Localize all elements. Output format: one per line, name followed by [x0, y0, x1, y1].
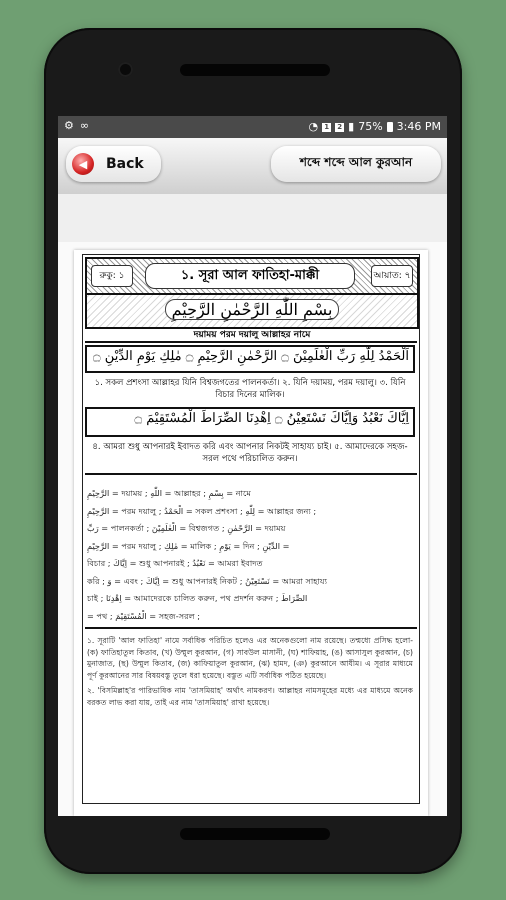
signal-icon: ▮	[348, 120, 355, 133]
glossary-line: رَبِّ = পালনকর্তা ; الْعٰلَمِيْنَ = বিশ্বজগত ; الرَّحْمٰنِ = দয়াময়	[87, 523, 286, 533]
divider	[85, 627, 417, 629]
word-glossary	[87, 485, 413, 625]
wifi-icon: ◔	[308, 120, 319, 133]
glossary-line: করি ; وَ = এবং ; اِيَّاكَ = শুধু আপনারই নিকট ; نَسْتَعِيْنُ = আমরা সাহায্য	[87, 575, 328, 586]
glossary-line: চাই ; اِهْدِنَا = আমাদেরকে চালিত করুন, পথ প্রদর্শন করুন ; الصِّرَاطَ	[87, 593, 308, 603]
ayat-4-7-arabic: اِيَّاكَ نَعْبُدُ وَاِيَّاكَ نَسْتَعِيْنُ ۝ اِهْدِنَا الصِّرَاطَ الْمُسْتَقِيْمَ ۝	[85, 407, 415, 437]
bismillah-arabic	[85, 293, 419, 329]
ruku-label: রুকু: ১	[91, 265, 133, 287]
phone-frame	[44, 28, 462, 874]
earpiece-speaker	[180, 64, 330, 76]
glossary-line: বিচার ; اِيَّاكَ = শুধু আপনারই ; نَعْبُدُ = আমরা ইবাদত	[87, 558, 263, 568]
status-bar	[58, 116, 447, 138]
back-button[interactable]	[66, 146, 161, 182]
settings-icon: ⚙	[64, 119, 74, 132]
battery-percent: 75%	[358, 120, 383, 133]
glossary-line: = পথ ; الْمُسْتَقِيْمَ = সহজ-সরল ;	[87, 610, 201, 621]
bismillah-text: بِسْمِ اللّٰهِ الرَّحْمٰنِ الرَّحِيْمِ	[165, 299, 340, 320]
battery-icon	[387, 122, 393, 132]
ayat-label: আয়াত: ৭	[371, 265, 413, 287]
ayat-1-3-translation: ১. সকল প্রশংসা আল্লাহর যিনি বিশ্বজগতের পালনকর্তা। ২. যিনি দয়াময়, পরম দয়ালু। ৩. যিনি বিচার দিনের মালিক।	[94, 378, 406, 400]
page-frame	[82, 254, 420, 804]
divider	[85, 341, 417, 343]
screen	[58, 116, 447, 816]
ayat-1-3-arabic: اَلْحَمْدُ لِلّٰهِ رَبِّ الْعٰلَمِيْنَ ۝ الرَّحْمٰنِ الرَّحِيْمِ ۝ مٰلِكِ يَوْمِ الدِّيْنِ ۝	[85, 345, 415, 373]
clock: 3:46 PM	[396, 120, 441, 133]
sim-1-icon: 1	[322, 123, 331, 132]
bottom-speaker	[180, 828, 330, 840]
divider	[85, 473, 417, 475]
scanned-page[interactable]	[74, 250, 428, 816]
app-toolbar	[58, 138, 447, 194]
ayat-4-7-translation: ৪. আমরা শুধু আপনারই ইবাদত করি এবং আপনার নিকটই সাহায্য চাই। ৫. আমাদেরকে সহজ-সরল পথে পরিচালিত করুন।	[92, 442, 408, 464]
sim-2-icon: 2	[335, 123, 344, 132]
surah-title: ১. সূরা আল ফাতিহা-মাক্কী	[145, 263, 355, 289]
note-paragraph: ২. 'বিসমিল্লাহ'র পারিভাষিক নাম 'তাসমিয়াহ' অর্থাৎ নামকরণ। আল্লাহর নামসমূহের মধ্যে এর মাধ্যমে অনেক বরকত লাভ করা যায়, তাই এর নাম 'তাসমিয়াহ' রাখা হয়েছে।	[87, 686, 413, 707]
front-camera	[118, 62, 133, 77]
glossary-line: الرَّحِيْمِ = পরম দয়ালু ; الْحَمْدُ = সকল প্রশংসা ; لِلّٰهِ = আল্লাহর জন্য ;	[87, 505, 317, 516]
glossary-line: الرَّحِيْمِ = দয়াময় ; اللّٰهِ = আল্লাহর ; بِسْمِ = নামে	[87, 488, 251, 498]
glossary-line: الرَّحِيْمِ = পরম দয়ালু ; مٰلِكِ = মালিক ; يَوْمِ = দিন ; الدِّيْنِ =	[87, 540, 290, 551]
note-paragraph: ১. সূরাটি 'আল ফাতিহা' নামে সর্বাধিক পরিচিত হলেও এর অনেকগুলো নাম রয়েছে। তন্মধ্যে প্রসিদ্ধ হলো- (ক) ফাতিহাতুল কিতাব, (খ) উম্মুল কুরআন, (গ) সাবউল মাসানী, (ঘ) শাফিয়াহ, (ঙ) আসাসুল কুরআন, (চ) মুনাজাত, (ছ) উম্মুল কিতাব, (জ) কাফিয়াতুল কুরআন, (ঝ) হামদ, (ঞ) কুরআনে আযীম। এ সূরার মাধ্যমে পূর্ণ কুরআনের সার বিষয়বস্তু তুলে ধরা হয়েছে। বস্তুত এটি সর্বাধিক পঠিত হয়েছে।	[87, 636, 413, 680]
app-title: শব্দে শব্দে আল কুরআন	[271, 146, 441, 182]
commentary-notes	[87, 635, 413, 712]
back-arrow-icon: ◀	[72, 153, 94, 175]
bismillah-translation: দয়াময় পরম দয়ালু আল্লাহর নামে	[193, 330, 311, 340]
toolbar-spacer	[58, 194, 447, 242]
back-button-label: Back	[106, 156, 144, 172]
link-icon: ∞	[79, 119, 90, 132]
surah-header	[85, 257, 419, 295]
